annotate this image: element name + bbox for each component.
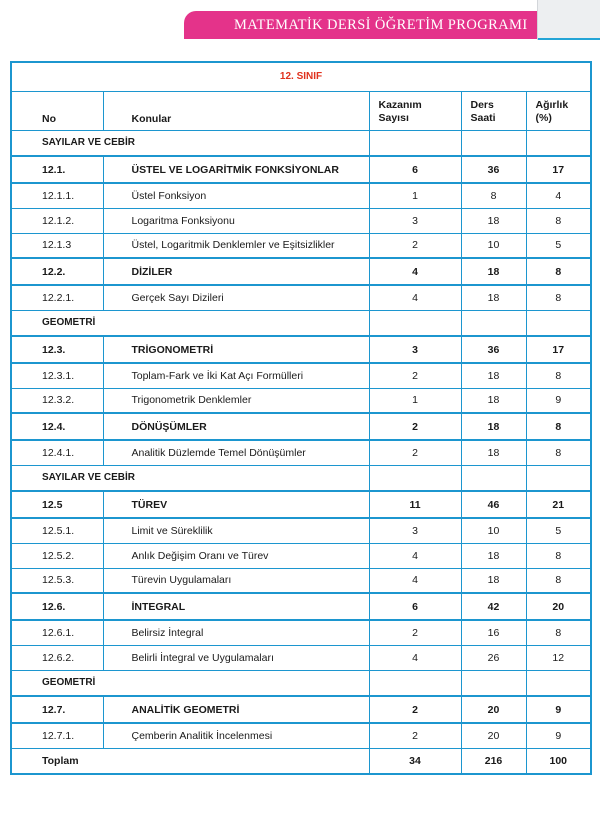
document-title: MATEMATİK DERSİ ÖĞRETİM PROGRAMI [234, 17, 528, 33]
subtopic-row [11, 620, 591, 645]
row-ders-saati: 8 [461, 183, 526, 208]
column-header-kazanim-line1: Kazanım [378, 98, 422, 111]
row-ders-saati: 20 [461, 696, 526, 723]
row-kazanim: 4 [369, 568, 461, 593]
topic-row [11, 156, 591, 183]
row-kazanim: 11 [369, 491, 461, 518]
curriculum-table [10, 61, 592, 775]
subtopic-row [11, 518, 591, 543]
row-number: 12.6.1. [11, 620, 103, 645]
section-empty-cell [526, 130, 591, 156]
corner-accent-line [538, 38, 600, 40]
row-agirlik: 17 [526, 156, 591, 183]
section-label: GEOMETRİ [11, 670, 369, 696]
row-kazanim: 2 [369, 413, 461, 440]
row-number: 12.7. [11, 696, 103, 723]
row-ders-saati: 18 [461, 285, 526, 310]
section-empty-cell [526, 310, 591, 336]
column-header-kazanim-line2: Sayısı [378, 111, 409, 124]
row-number: 12.1. [11, 156, 103, 183]
section-empty-cell [461, 310, 526, 336]
total-label: Toplam [11, 748, 369, 774]
row-number: 12.1.2. [11, 208, 103, 233]
row-agirlik: 5 [526, 518, 591, 543]
row-ders-saati: 10 [461, 518, 526, 543]
row-kazanim: 2 [369, 723, 461, 748]
row-kazanim: 2 [369, 363, 461, 388]
row-topic: Limit ve Süreklilik [103, 518, 369, 543]
subtopic-row [11, 440, 591, 465]
row-kazanim: 4 [369, 258, 461, 285]
row-kazanim: 3 [369, 208, 461, 233]
row-number: 12.5.3. [11, 568, 103, 593]
section-empty-cell [526, 670, 591, 696]
row-topic: Üstel Fonksiyon [103, 183, 369, 208]
row-topic: ÜSTEL VE LOGARİTMİK FONKSİYONLAR [103, 156, 369, 183]
subtopic-row [11, 285, 591, 310]
total-row [11, 748, 591, 774]
row-kazanim: 2 [369, 440, 461, 465]
section-label: GEOMETRİ [11, 310, 369, 336]
row-number: 12.5 [11, 491, 103, 518]
row-kazanim: 3 [369, 518, 461, 543]
row-agirlik: 12 [526, 645, 591, 670]
row-ders-saati: 36 [461, 336, 526, 363]
row-agirlik: 5 [526, 233, 591, 258]
row-topic: Belirsiz İntegral [103, 620, 369, 645]
row-number: 12.2. [11, 258, 103, 285]
section-empty-cell [461, 130, 526, 156]
table-header-row [11, 91, 591, 130]
topic-row [11, 413, 591, 440]
section-empty-cell [526, 465, 591, 491]
row-ders-saati: 46 [461, 491, 526, 518]
row-kazanim: 6 [369, 156, 461, 183]
row-ders-saati: 18 [461, 568, 526, 593]
section-empty-cell [369, 130, 461, 156]
row-ders-saati: 18 [461, 413, 526, 440]
row-topic: TRİGONOMETRİ [103, 336, 369, 363]
section-empty-cell [461, 465, 526, 491]
column-header-agirlik-line1: Ağırlık [535, 98, 569, 111]
topic-row [11, 258, 591, 285]
row-topic: Anlık Değişim Oranı ve Türev [103, 543, 369, 568]
row-kazanim: 2 [369, 620, 461, 645]
row-number: 12.6. [11, 593, 103, 620]
row-ders-saati: 18 [461, 388, 526, 413]
row-number: 12.7.1. [11, 723, 103, 748]
row-agirlik: 8 [526, 258, 591, 285]
row-number: 12.1.3 [11, 233, 103, 258]
topic-row [11, 336, 591, 363]
row-agirlik: 9 [526, 388, 591, 413]
row-ders-saati: 20 [461, 723, 526, 748]
section-empty-cell [461, 670, 526, 696]
row-topic: DİZİLER [103, 258, 369, 285]
section-row [11, 465, 591, 491]
row-kazanim: 3 [369, 336, 461, 363]
table-title-row [11, 62, 591, 91]
row-number: 12.3. [11, 336, 103, 363]
row-topic: Türevin Uygulamaları [103, 568, 369, 593]
row-topic: TÜREV [103, 491, 369, 518]
topic-row [11, 491, 591, 518]
row-topic: Gerçek Sayı Dizileri [103, 285, 369, 310]
corner-tab [537, 0, 600, 40]
row-ders-saati: 36 [461, 156, 526, 183]
section-empty-cell [369, 465, 461, 491]
row-agirlik: 8 [526, 568, 591, 593]
row-agirlik: 9 [526, 696, 591, 723]
row-agirlik: 8 [526, 543, 591, 568]
row-ders-saati: 18 [461, 440, 526, 465]
row-number: 12.4. [11, 413, 103, 440]
subtopic-row [11, 645, 591, 670]
column-header-no: No [11, 91, 103, 130]
subtopic-row [11, 388, 591, 413]
total-kazanim: 34 [369, 748, 461, 774]
total-agirlik: 100 [526, 748, 591, 774]
row-number: 12.2.1. [11, 285, 103, 310]
row-agirlik: 4 [526, 183, 591, 208]
column-header-agirlik [526, 91, 591, 130]
row-topic: Logaritma Fonksiyonu [103, 208, 369, 233]
row-number: 12.1.1. [11, 183, 103, 208]
section-label: SAYILAR VE CEBİR [11, 465, 369, 491]
row-number: 12.4.1. [11, 440, 103, 465]
row-ders-saati: 10 [461, 233, 526, 258]
row-topic: Toplam-Fark ve İki Kat Açı Formülleri [103, 363, 369, 388]
subtopic-row [11, 568, 591, 593]
subtopic-row [11, 543, 591, 568]
row-ders-saati: 26 [461, 645, 526, 670]
row-agirlik: 8 [526, 285, 591, 310]
row-kazanim: 4 [369, 285, 461, 310]
section-row [11, 310, 591, 336]
row-topic: Analitik Düzlemde Temel Dönüşümler [103, 440, 369, 465]
row-ders-saati: 16 [461, 620, 526, 645]
row-topic: ANALİTİK GEOMETRİ [103, 696, 369, 723]
row-topic: Üstel, Logaritmik Denklemler ve Eşitsizlikler [103, 233, 369, 258]
total-ders-saati: 216 [461, 748, 526, 774]
column-header-ders [461, 91, 526, 130]
subtopic-row [11, 233, 591, 258]
section-empty-cell [369, 310, 461, 336]
row-kazanim: 1 [369, 388, 461, 413]
column-header-topics: Konular [103, 91, 369, 130]
row-agirlik: 8 [526, 440, 591, 465]
row-kazanim: 2 [369, 233, 461, 258]
row-agirlik: 8 [526, 363, 591, 388]
row-ders-saati: 18 [461, 208, 526, 233]
topic-row [11, 696, 591, 723]
row-number: 12.5.2. [11, 543, 103, 568]
row-kazanim: 2 [369, 696, 461, 723]
section-label: SAYILAR VE CEBİR [11, 130, 369, 156]
subtopic-row [11, 363, 591, 388]
row-ders-saati: 18 [461, 363, 526, 388]
topic-row [11, 593, 591, 620]
row-number: 12.5.1. [11, 518, 103, 543]
row-number: 12.3.2. [11, 388, 103, 413]
row-kazanim: 4 [369, 543, 461, 568]
row-agirlik: 21 [526, 491, 591, 518]
row-agirlik: 8 [526, 208, 591, 233]
row-topic: Trigonometrik Denklemler [103, 388, 369, 413]
row-ders-saati: 42 [461, 593, 526, 620]
section-row [11, 130, 591, 156]
subtopic-row [11, 208, 591, 233]
row-agirlik: 17 [526, 336, 591, 363]
row-kazanim: 6 [369, 593, 461, 620]
row-topic: Çemberin Analitik İncelenmesi [103, 723, 369, 748]
section-empty-cell [369, 670, 461, 696]
row-ders-saati: 18 [461, 258, 526, 285]
row-ders-saati: 18 [461, 543, 526, 568]
row-agirlik: 8 [526, 620, 591, 645]
row-topic: İNTEGRAL [103, 593, 369, 620]
section-row [11, 670, 591, 696]
row-agirlik: 9 [526, 723, 591, 748]
row-topic: DÖNÜŞÜMLER [103, 413, 369, 440]
column-header-kazanim [369, 91, 461, 130]
grade-title: 12. SINIF [11, 62, 591, 91]
subtopic-row [11, 723, 591, 748]
row-kazanim: 1 [369, 183, 461, 208]
row-agirlik: 20 [526, 593, 591, 620]
row-topic: Belirli İntegral ve Uygulamaları [103, 645, 369, 670]
column-header-ders-line2: Saati [470, 111, 496, 124]
subtopic-row [11, 183, 591, 208]
column-header-ders-line1: Ders [470, 98, 494, 111]
row-kazanim: 4 [369, 645, 461, 670]
row-agirlik: 8 [526, 413, 591, 440]
row-number: 12.6.2. [11, 645, 103, 670]
column-header-agirlik-line2: (%) [535, 111, 552, 124]
row-number: 12.3.1. [11, 363, 103, 388]
